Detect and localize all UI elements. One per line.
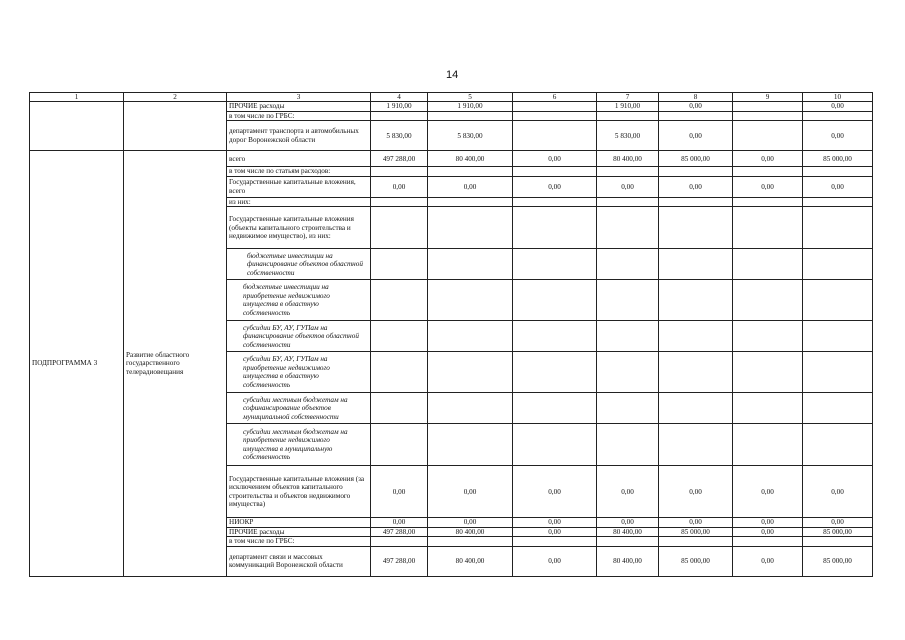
value-cell: 0,00 — [803, 121, 873, 151]
value-cell — [428, 111, 513, 120]
row-label: Государственные капитальные вложения, всего — [227, 176, 371, 197]
value-cell — [659, 111, 733, 120]
value-cell: 497 288,00 — [371, 151, 428, 167]
value-cell — [371, 111, 428, 120]
value-cell: 0,00 — [659, 102, 733, 111]
value-cell — [659, 197, 733, 206]
value-cell — [371, 352, 428, 393]
column-header: 10 — [803, 93, 873, 102]
value-cell: 0,00 — [371, 518, 428, 527]
value-cell — [371, 207, 428, 249]
column-header: 8 — [659, 93, 733, 102]
value-cell: 497 288,00 — [371, 546, 428, 576]
value-cell: 0,00 — [597, 176, 659, 197]
value-cell — [513, 352, 597, 393]
value-cell: 80 400,00 — [597, 151, 659, 167]
value-cell: 0,00 — [513, 527, 597, 536]
row-label: субсидии местным бюджетам на приобретение недвижимого имущества в муниципальную собственность — [227, 424, 371, 466]
value-cell — [803, 197, 873, 206]
value-cell — [513, 393, 597, 424]
value-cell — [597, 537, 659, 546]
value-cell: 0,00 — [733, 518, 803, 527]
value-cell — [428, 352, 513, 393]
value-cell: 5 830,00 — [428, 121, 513, 151]
value-cell — [371, 280, 428, 321]
value-cell: 80 400,00 — [597, 527, 659, 536]
value-cell: 0,00 — [659, 176, 733, 197]
value-cell — [597, 321, 659, 352]
value-cell — [371, 537, 428, 546]
row-label: Государственные капитальные вложения (за исключением объектов капитального строительства и объектов недвижимого имущества) — [227, 466, 371, 518]
column-header: 1 — [30, 93, 124, 102]
row-label: бюджетные инвестиции на финансирование объектов областной собственности — [227, 249, 371, 280]
value-cell — [733, 393, 803, 424]
row-label: Государственные капитальные вложения (объекты капитального строительства и недвижимое имущество), из них: — [227, 207, 371, 249]
value-cell — [659, 249, 733, 280]
value-cell — [428, 424, 513, 466]
value-cell — [597, 197, 659, 206]
value-cell — [803, 424, 873, 466]
row-label: бюджетные инвестиции на приобретение недвижимого имущества в областную собственность — [227, 280, 371, 321]
value-cell: 0,00 — [803, 466, 873, 518]
value-cell: 1 910,00 — [597, 102, 659, 111]
value-cell — [513, 197, 597, 206]
program-name-cell: Развитие областного государственного телерадиовещания — [124, 151, 227, 576]
value-cell: 0,00 — [733, 151, 803, 167]
program-code-cell: ПОДПРОГРАММА 3 — [30, 151, 124, 576]
value-cell: 0,00 — [513, 176, 597, 197]
column-number-row — [30, 93, 873, 102]
row-label: в том числе по ГРБС: — [227, 111, 371, 120]
value-cell: 0,00 — [513, 466, 597, 518]
value-cell — [597, 207, 659, 249]
value-cell: 0,00 — [371, 466, 428, 518]
row-label: всего — [227, 151, 371, 167]
value-cell: 85 000,00 — [659, 151, 733, 167]
value-cell — [659, 167, 733, 176]
value-cell — [659, 207, 733, 249]
value-cell — [371, 321, 428, 352]
value-cell — [371, 424, 428, 466]
column-header: 3 — [227, 93, 371, 102]
value-cell — [428, 537, 513, 546]
value-cell — [371, 197, 428, 206]
value-cell: 0,00 — [803, 102, 873, 111]
column-header: 4 — [371, 93, 428, 102]
row-label: ПРОЧИЕ расходы — [227, 527, 371, 536]
value-cell: 0,00 — [803, 518, 873, 527]
value-cell — [371, 393, 428, 424]
value-cell: 0,00 — [733, 527, 803, 536]
value-cell — [597, 424, 659, 466]
column-header: 5 — [428, 93, 513, 102]
value-cell — [803, 352, 873, 393]
value-cell: 497 288,00 — [371, 527, 428, 536]
value-cell: 85 000,00 — [659, 546, 733, 576]
value-cell: 0,00 — [659, 518, 733, 527]
value-cell — [597, 111, 659, 120]
row-label: в том числе по статьям расходов: — [227, 167, 371, 176]
value-cell — [733, 249, 803, 280]
value-cell: 85 000,00 — [803, 151, 873, 167]
value-cell: 0,00 — [428, 176, 513, 197]
value-cell — [733, 537, 803, 546]
table-row — [30, 102, 873, 111]
value-cell — [371, 167, 428, 176]
value-cell — [513, 121, 597, 151]
value-cell — [513, 537, 597, 546]
value-cell: 80 400,00 — [428, 151, 513, 167]
value-cell: 0,00 — [597, 518, 659, 527]
value-cell: 0,00 — [428, 466, 513, 518]
column-header: 2 — [124, 93, 227, 102]
value-cell — [513, 111, 597, 120]
page-number: 14 — [446, 69, 459, 81]
value-cell — [428, 167, 513, 176]
row-label: НИОКР — [227, 518, 371, 527]
value-cell — [803, 321, 873, 352]
value-cell — [513, 167, 597, 176]
value-cell — [803, 537, 873, 546]
value-cell — [659, 321, 733, 352]
value-cell: 1 910,00 — [371, 102, 428, 111]
budget-table — [29, 92, 873, 577]
row-label: субсидии БУ, АУ, ГУПам на приобретение недвижимого имущества в областную собственность — [227, 352, 371, 393]
value-cell — [513, 207, 597, 249]
value-cell — [597, 167, 659, 176]
value-cell: 0,00 — [733, 466, 803, 518]
value-cell: 5 830,00 — [597, 121, 659, 151]
value-cell — [428, 207, 513, 249]
value-cell: 80 400,00 — [597, 546, 659, 576]
row-label: субсидии местным бюджетам на софинансирование объектов муниципальной собственности — [227, 393, 371, 424]
value-cell — [733, 102, 803, 111]
value-cell — [803, 393, 873, 424]
value-cell — [803, 207, 873, 249]
value-cell: 85 000,00 — [803, 527, 873, 536]
value-cell — [597, 393, 659, 424]
value-cell: 80 400,00 — [428, 527, 513, 536]
program-code-cell — [30, 102, 124, 151]
value-cell: 85 000,00 — [803, 546, 873, 576]
value-cell: 0,00 — [428, 518, 513, 527]
value-cell: 85 000,00 — [659, 527, 733, 536]
value-cell — [659, 537, 733, 546]
value-cell — [733, 197, 803, 206]
value-cell — [803, 167, 873, 176]
value-cell: 0,00 — [733, 176, 803, 197]
row-label: департамент связи и массовых коммуникаций Воронежской области — [227, 546, 371, 576]
column-header: 6 — [513, 93, 597, 102]
row-label: департамент транспорта и автомобильных дорог Воронежской области — [227, 121, 371, 151]
row-label: ПРОЧИЕ расходы — [227, 102, 371, 111]
value-cell — [803, 111, 873, 120]
value-cell — [597, 249, 659, 280]
value-cell: 0,00 — [513, 546, 597, 576]
row-label: в том числе по ГРБС: — [227, 537, 371, 546]
row-label: из них: — [227, 197, 371, 206]
value-cell — [428, 197, 513, 206]
value-cell — [659, 393, 733, 424]
value-cell — [733, 352, 803, 393]
value-cell — [803, 249, 873, 280]
value-cell — [428, 393, 513, 424]
value-cell — [597, 352, 659, 393]
value-cell — [733, 321, 803, 352]
value-cell: 1 910,00 — [428, 102, 513, 111]
value-cell — [428, 249, 513, 280]
value-cell — [733, 111, 803, 120]
value-cell — [659, 280, 733, 321]
value-cell: 0,00 — [659, 121, 733, 151]
value-cell: 0,00 — [371, 176, 428, 197]
value-cell — [733, 121, 803, 151]
value-cell — [597, 280, 659, 321]
value-cell — [659, 424, 733, 466]
value-cell: 0,00 — [803, 176, 873, 197]
column-header: 7 — [597, 93, 659, 102]
value-cell: 0,00 — [733, 546, 803, 576]
value-cell: 0,00 — [513, 518, 597, 527]
value-cell — [513, 102, 597, 111]
value-cell: 5 830,00 — [371, 121, 428, 151]
value-cell — [428, 280, 513, 321]
value-cell — [513, 280, 597, 321]
value-cell: 80 400,00 — [428, 546, 513, 576]
value-cell — [513, 424, 597, 466]
value-cell — [733, 207, 803, 249]
value-cell — [733, 424, 803, 466]
value-cell: 0,00 — [513, 151, 597, 167]
value-cell: 0,00 — [597, 466, 659, 518]
value-cell — [733, 167, 803, 176]
value-cell — [733, 280, 803, 321]
value-cell — [659, 352, 733, 393]
row-label: субсидии БУ, АУ, ГУПам на финансирование объектов областной собственности — [227, 321, 371, 352]
value-cell — [371, 249, 428, 280]
program-name-cell — [124, 102, 227, 151]
value-cell: 0,00 — [659, 466, 733, 518]
value-cell — [513, 249, 597, 280]
value-cell — [428, 321, 513, 352]
table-row — [30, 151, 873, 167]
value-cell — [513, 321, 597, 352]
value-cell — [803, 280, 873, 321]
column-header: 9 — [733, 93, 803, 102]
